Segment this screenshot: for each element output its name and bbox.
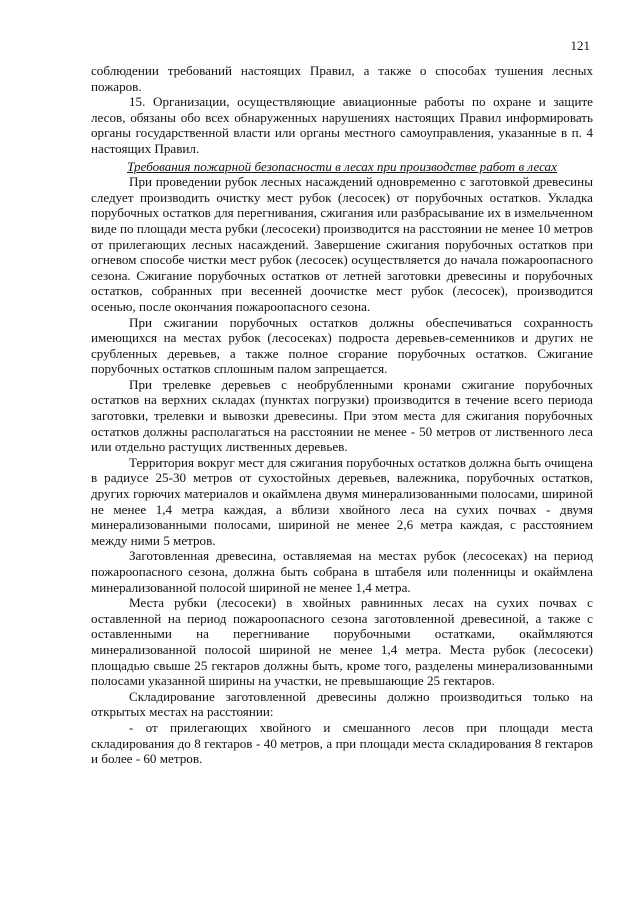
paragraph-logging-cleanup: При проведении рубок лесных насаждений одновременно с заготовкой древесины следует производить очистку мест рубок (лесосек) от порубочных остатков. Укладка порубочных остатков для перегнивания, сжигания или разбрасывание их в измельченном виде по площади места рубки (лесосеки) производится на расстоянии не менее 10 метров от прилегающих лесных насаждений. Завершение сжигания порубочных остатков при огневом способе чистки мест рубок (лесосек) осуществляется до начала пожароопасного сезона. Сжигание порубочных остатков от летней заготовки древесины и порубочных остатков, собранных при весенней доочистке мест рубок (лесосек), производится осенью, после окончания пожароопасного сезона.	[91, 174, 593, 314]
paragraph-storage-distance: - от прилегающих хвойного и смешанного лесов при площади места складирования до 8 гектаров - 40 метров, а при площади места складирования 8 гектаров и более - 60 метров.	[91, 719, 593, 767]
paragraph-stacked-timber: Заготовленная древесина, оставляемая на местах рубок (лесосеках) на период пожароопасного сезона, должна быть собрана в штабеля или поленницы и окаймлена минерализованной полосой шириной не менее 1,4 метра.	[91, 548, 593, 595]
page-number: 121	[570, 38, 590, 53]
paragraph-item-15: 15. Организации, осуществляющие авиационные работы по охране и защите лесов, обязаны обо всех обнаруженных нарушениях настоящих Правил информировать органы государственной власти или органы местного самоуправления, указанные в п. 4 настоящих Правил.	[91, 94, 593, 156]
page-content	[91, 63, 593, 767]
paragraph-continuation: соблюдении требований настоящих Правил, а также о способах тушения лесных пожаров.	[91, 63, 593, 94]
section-heading: Требования пожарной безопасности в лесах при производстве работ в лесах	[127, 158, 557, 174]
paragraph-skidding: При трелевке деревьев с необрубленными кронами сжигание порубочных остатков на верхних складах (пунктах погрузки) производится в течение всего периода заготовки, трелевки и вывозки древесины. При этом места для сжигания порубочных остатков должны располагаться на расстоянии не менее - 50 метров от лиственного леса или отдельно растущих лиственных деревьев.	[91, 376, 593, 455]
paragraph-burning-preservation: При сжигании порубочных остатков должны обеспечиваться сохранность имеющихся на местах рубок (лесосеках) подроста деревьев-семенников и других не срубленных деревьев, а также полное сгорание порубочных остатков. Сжигание порубочных остатков сплошным палом запрещается.	[91, 314, 593, 377]
paragraph-territory-clearing: Территория вокруг мест для сжигания порубочных остатков должна быть очищена в радиусе 25-30 метров от сухостойных деревьев, валежника, порубочных остатков, других горючих материалов и окаймлена двумя минерализованными полосами, шириной не менее 1,4 метра каждая, а вблизи хвойного леса на сухих почвах - двумя минерализованными полосами, шириной не менее 2,6 метра каждая, с расстоянием между ними 5 метров.	[91, 454, 593, 548]
paragraph-storage: Складирование заготовленной древесины должно производиться только на открытых местах на расстоянии:	[91, 688, 593, 720]
paragraph-cutting-areas: Места рубки (лесосеки) в хвойных равнинных лесах на сухих почвах с оставленной на период пожароопасного сезона заготовленной древесиной, а также с оставленными на перегнивание порубочными остатками, окаймляются минерализованной полосой шириной не менее 1,4 метра. Места рубок (лесосеки) площадью свыше 25 гектаров должны быть, кроме того, разделены минерализованными полосами указанной ширины на участки, не превышающие 25 гектаров.	[91, 595, 593, 689]
